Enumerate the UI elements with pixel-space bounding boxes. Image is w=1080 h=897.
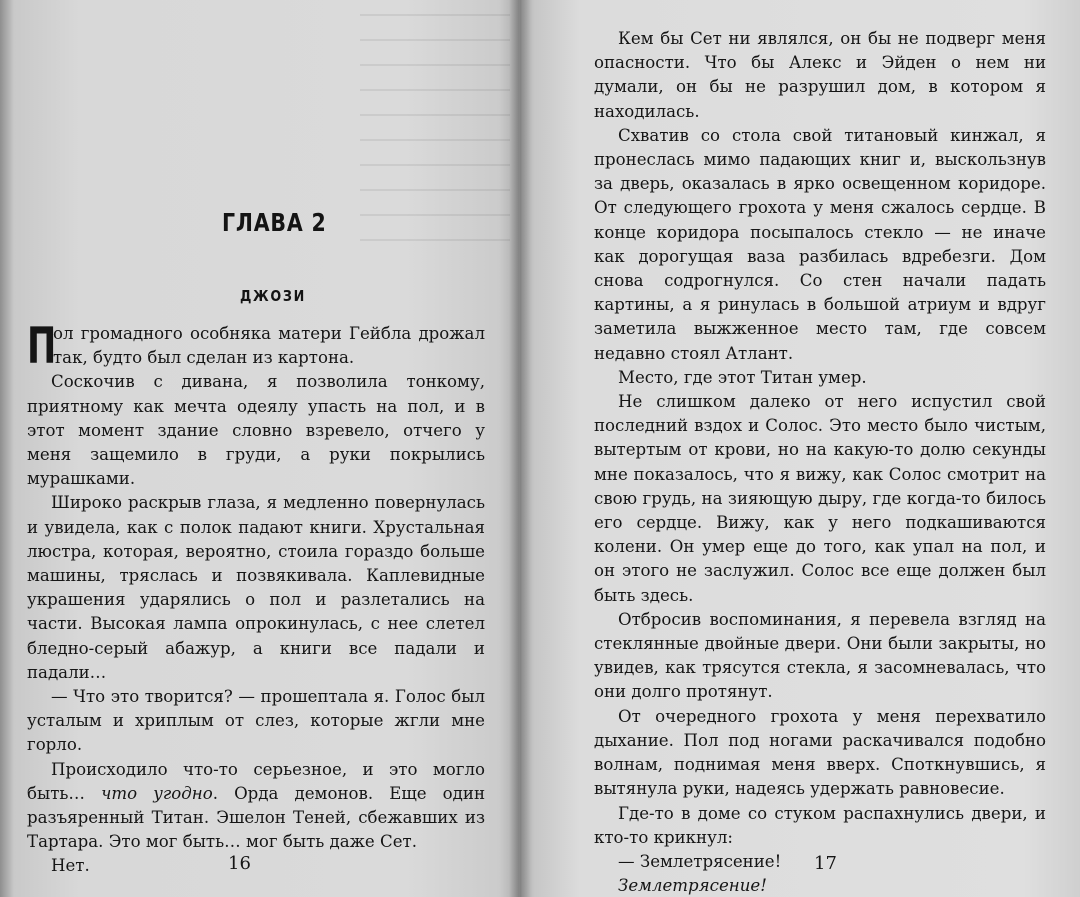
page-number: 16 <box>228 853 251 874</box>
left-page <box>0 0 520 897</box>
paragraph: Широко раскрыв глаза, я медленно повернулась и увидела, как с полок падают книги. Хрустальная люстра, которая, вероятно, стоила гораздо больше машины, тряслась и позвякивала. Каплевидные украшения ударялись о пол и разлетались на части. Высокая лампа опрокинулась, с нее слетел бледно-серый абажур, а книги все падали и падали… <box>27 493 485 682</box>
paragraph: Нет. <box>51 856 90 876</box>
chapter-title: ГЛАВА 2 <box>222 208 327 237</box>
paragraph: — Что это творится? — прошептала я. Голос был усталым и хриплым от слез, которые жгли мне горло. <box>27 687 485 755</box>
paragraph <box>27 317 485 375</box>
dialogue-line: — Землетрясение! <box>618 851 782 871</box>
paragraph: Отбросив воспоминания, я перевела взгляд на стеклянные двойные двери. Они были закрыты, но увидев, как трясутся стекла, я засомневалась, что они долго протянут. <box>594 609 1046 702</box>
paragraph: Где-то в доме со стуком распахнулись двери, и кто-то крикнул: <box>594 803 1046 847</box>
paragraph: От очередного грохота у меня перехватило дыхание. Пол под ногами раскачивался подобно волнам, поднимая меня вверх. Споткнувшись, я вытянула руки, надеясь удержать равновесие. <box>594 706 1046 799</box>
left-page-body <box>27 317 486 879</box>
paragraph <box>27 758 485 855</box>
paragraph-text: Происходило что-то серьезное, и это могло быть… <box>27 759 485 803</box>
paragraph: Место, где этот Титан умер. <box>618 367 867 387</box>
bleed-through-text <box>360 0 510 260</box>
drop-cap: П <box>27 317 57 375</box>
chapter-subtitle: ДЖОЗИ <box>240 287 307 305</box>
paragraph: Кем бы Сет ни являлся, он бы не подверг меня опасности. Что бы Алекс и Эйден о нем ни думали, он бы не разрушил дом, в котором я находилась. <box>594 29 1046 121</box>
paragraph: Не слишком далеко от него испустил свой последний вздох и Солос. Это место было чистым, вытертым от крови, но на какую-то долю секунды мне показалось, что я вижу, как Солос смотрит на свою грудь, на зияющую дыру, где когда-то билось его сердце. Вижу, как у него подкашиваются колени. Он умер еще до того, как упал на пол, и он этого не заслужил. Солос все еще должен был быть здесь. <box>594 392 1046 605</box>
page-number: 17 <box>814 853 837 874</box>
emphasis-text: что угодно <box>101 783 213 803</box>
emphasis-text: Землетрясение! <box>618 876 767 896</box>
paragraph: Схватив со стола свой титановый кинжал, я пронеслась мимо падающих книг и, выскользнув за дверь, оказалась в ярко освещенном коридоре. От следующего грохота у меня сжалось сердце. В конце коридора посыпалось стекло — не иначе как дорогущая ваза разбилась вдребезги. Дом снова содрогнулся. Со стен начали падать картины, а я ринулась в большой атриум и вдруг заметила выжженное место там, где совсем недавно стоял Атлант. <box>594 125 1046 363</box>
paragraph: Соскочив с дивана, я позволила тонкому, приятному как мечта одеялу упасть на пол, и в этот момент здание словно взревело, отчего у меня защемило в груди, а руки покрылись мурашками. <box>27 372 485 489</box>
paragraph-text: . Орда демонов. Еще один разъяренный Титан. Эшелон Теней, сбежавших из Тартара. Это мог быть… мог быть даже Сет. <box>27 783 486 852</box>
right-page-body <box>594 27 1046 897</box>
paragraph-text: ол громадного особняка матери Гейбла дрожал так, будто был сделан из картона. <box>53 324 485 368</box>
italic-line <box>594 874 1046 897</box>
right-page <box>520 0 1080 897</box>
